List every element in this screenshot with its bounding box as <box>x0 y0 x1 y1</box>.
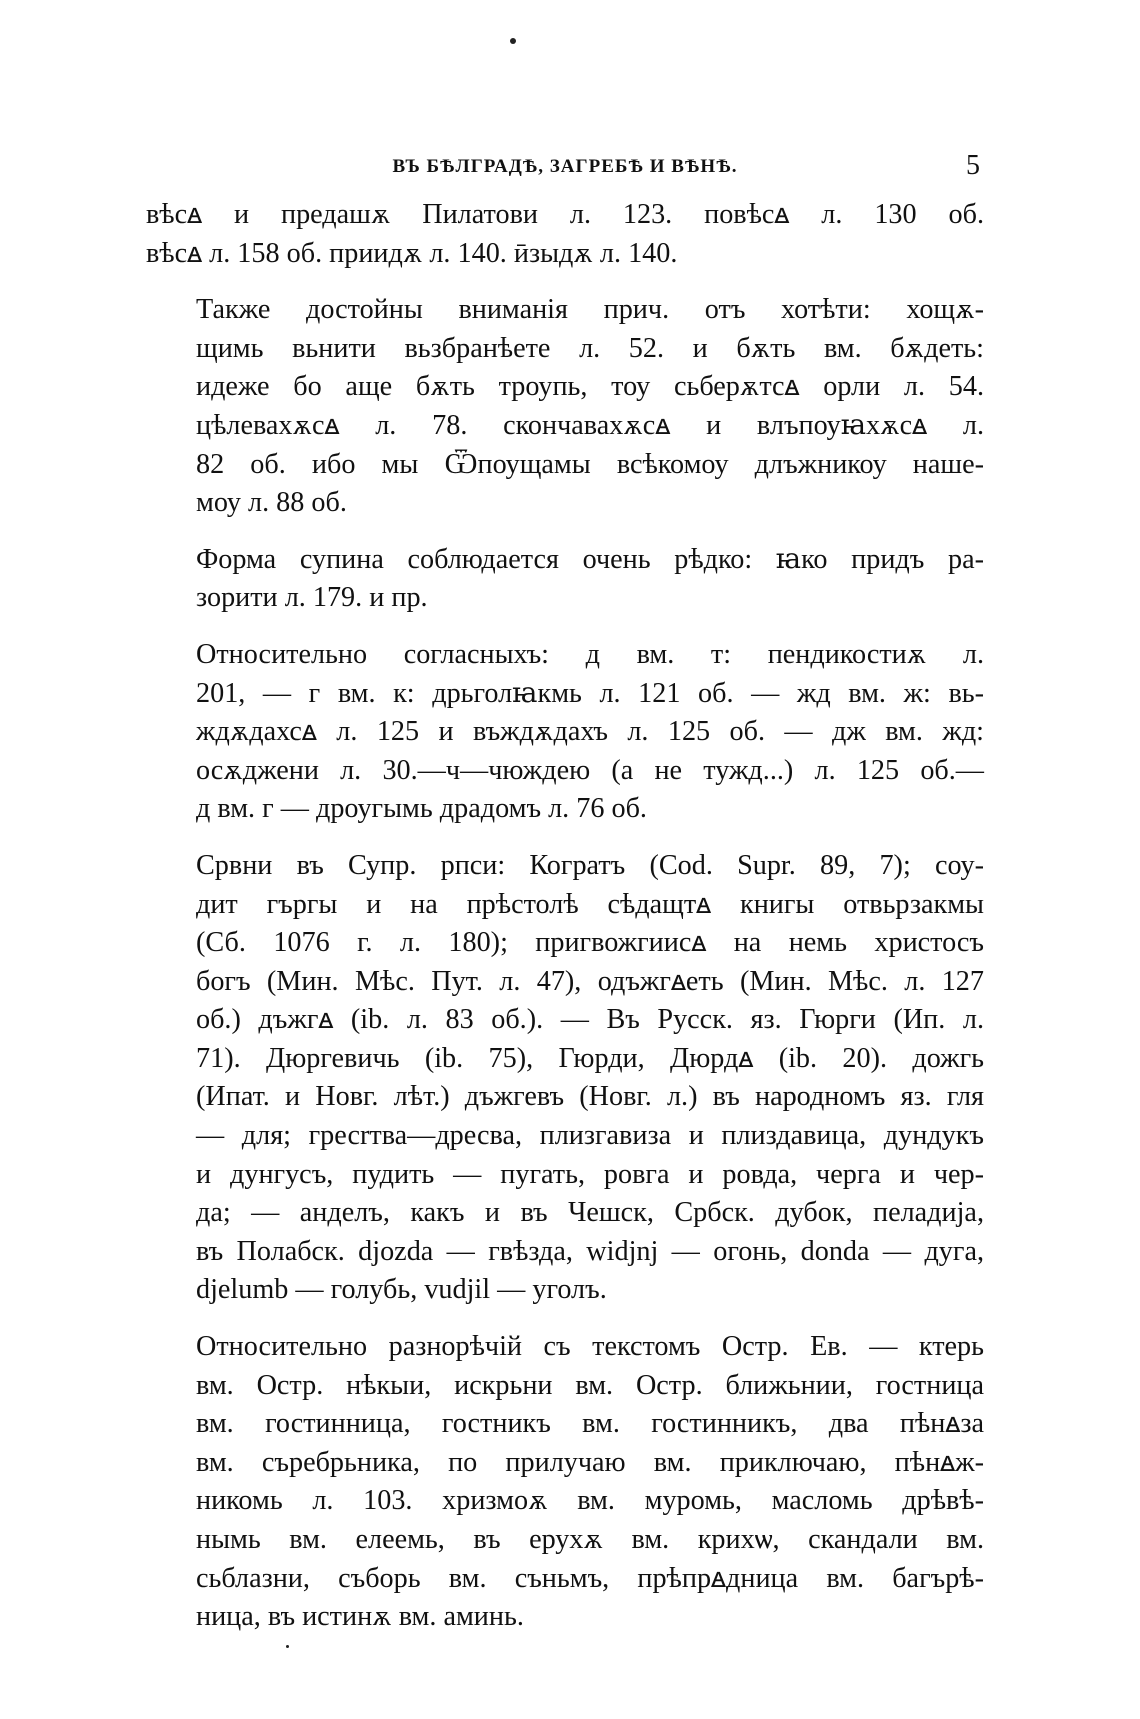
text-line: 71). Дюргевичь (ib. 75), Гюрди, Дюрдꙙ (ib. 20). дожгь <box>196 1042 984 1074</box>
text-line: осѫджени л. 30.—ч—чюждею (а не тужд...) л. 125 об.— <box>196 754 984 786</box>
paragraph <box>146 1328 984 1637</box>
text-line: об.) дъжгꙙ (ib. л. 83 об.). — Въ Русск. яз. Гюрги (Ип. л. <box>196 1004 984 1036</box>
text-line: Также достойны вниманія прич. отъ хотѣти: хощѫ- <box>196 294 984 326</box>
text-line: Относительно разнорѣчій съ текстомъ Остр. Ев. — ктерь <box>196 1331 984 1363</box>
text-line: ждѫдахсꙙ л. 125 и въждѫдахъ л. 125 об. — дж вм. жд: <box>196 716 984 748</box>
text-line: зорити л. 179. и пр. <box>196 582 428 614</box>
body-text <box>146 196 984 1637</box>
paragraph <box>146 291 984 523</box>
text-line: Форма супина соблюдается очень рѣдко: ꙗко придъ ра- <box>196 543 984 575</box>
text-line: вм. Остр. нѣкыи, искрьни вм. Остр. ближьнии, гостница <box>196 1369 984 1401</box>
text-line: д вм. г — дроугымь драдомъ л. 76 об. <box>196 793 647 825</box>
text-line: щимь вьнити вьзбранѣете л. 52. и бѫть вм. бѫдеть: <box>196 332 984 364</box>
text-line: да; — анделъ, какъ и въ Чешск, Србск. дубок, пеладиjа, <box>196 1197 984 1229</box>
paragraph <box>146 541 984 618</box>
running-head: ВЪ БѢЛГРАДѢ, ЗАГРЕБѢ И ВѢНѢ. <box>392 156 738 177</box>
text-line: (Ипат. и Новг. лѣт.) дъжгевъ (Новг. л.) въ народномъ яз. гля <box>196 1081 984 1113</box>
text-line: цѣлевахѫсꙙ л. 78. скончавахѫсꙙ и влъпоуꙗхѫсꙙ л. <box>196 409 984 441</box>
ink-speck <box>510 38 516 44</box>
page-header <box>150 150 980 190</box>
text-line: нымь вм. елеемь, въ ерухѫ вм. крихѡ, скандали вм. <box>196 1524 984 1555</box>
text-line: вѣсꙙ и предашѫ Пилатови л. 123. повѣсꙙ л. 130 об. <box>146 199 984 230</box>
text-line: въ Полабск. djozda — гвѣзда, widjnj — огонь, donda — дуга, <box>196 1235 984 1267</box>
paragraph <box>146 636 984 829</box>
text-line: 201, — г вм. к: дрьголꙗкмь л. 121 об. — жд вм. ж: вь- <box>196 677 984 709</box>
text-line: идеже бо аще бѫть троупь, тоу сьберѫтсꙙ орли л. 54. <box>196 371 984 403</box>
ink-speck <box>286 1645 289 1648</box>
text-line: (Сб. 1076 г. л. 180); пригвожгиисꙙ на немь христосъ <box>196 927 984 959</box>
text-line: вм. сърeбрьника, по прилучаю вм. приключаю, пѣнꙙж- <box>196 1446 984 1478</box>
text-line: ница, въ истинѫ вм. аминь. <box>196 1601 524 1633</box>
text-line: и дунгусъ, пудить — пугать, ровга и ровда, черга и чер- <box>196 1158 984 1190</box>
page-number: 5 <box>966 150 980 181</box>
text-line: никомь л. 103. хризмоѫ вм. муромь, масломь дрѣвѣ- <box>196 1485 984 1517</box>
text-line: моу л. 88 об. <box>196 487 347 519</box>
text-line: Срвни въ Супр. рпси: Когратъ (Cod. Supr. 89, 7); соу- <box>196 849 984 881</box>
text-line: дит гъргы и на прѣстолѣ сѣдащтꙙ книгы отвьрзакмы <box>196 888 984 920</box>
text-line: 82 об. ибо мы Ѿпоущамы всѣкомоу длъжникоу наше- <box>196 448 984 480</box>
text-line: сьблазни, съборь вм. съньмъ, прѣпрꙙдница вм. багърѣ- <box>196 1562 984 1594</box>
text-line: богъ (Мин. Мѣс. Пут. л. 47), одъжгꙙеть (Мин. Мѣс. л. 127 <box>196 965 984 997</box>
paragraph <box>146 847 984 1310</box>
paragraph <box>146 196 984 273</box>
text-line: вѣсꙙ л. 158 об. приидѫ л. 140. ӣзыдѫ л. 140. <box>146 237 678 269</box>
text-line: вм. гостинница, гостникъ вм. гостинникъ, два пѣнꙙза <box>196 1408 984 1440</box>
text-line: Относительно согласныхъ: д вм. т: пендикостиѫ л. <box>196 638 984 670</box>
text-line: djelumb — голубь, vudjil — уголъ. <box>196 1274 607 1306</box>
text-line: — для; гресrтва—дресва, плизгавиза и плиздавица, дундукъ <box>196 1120 984 1152</box>
